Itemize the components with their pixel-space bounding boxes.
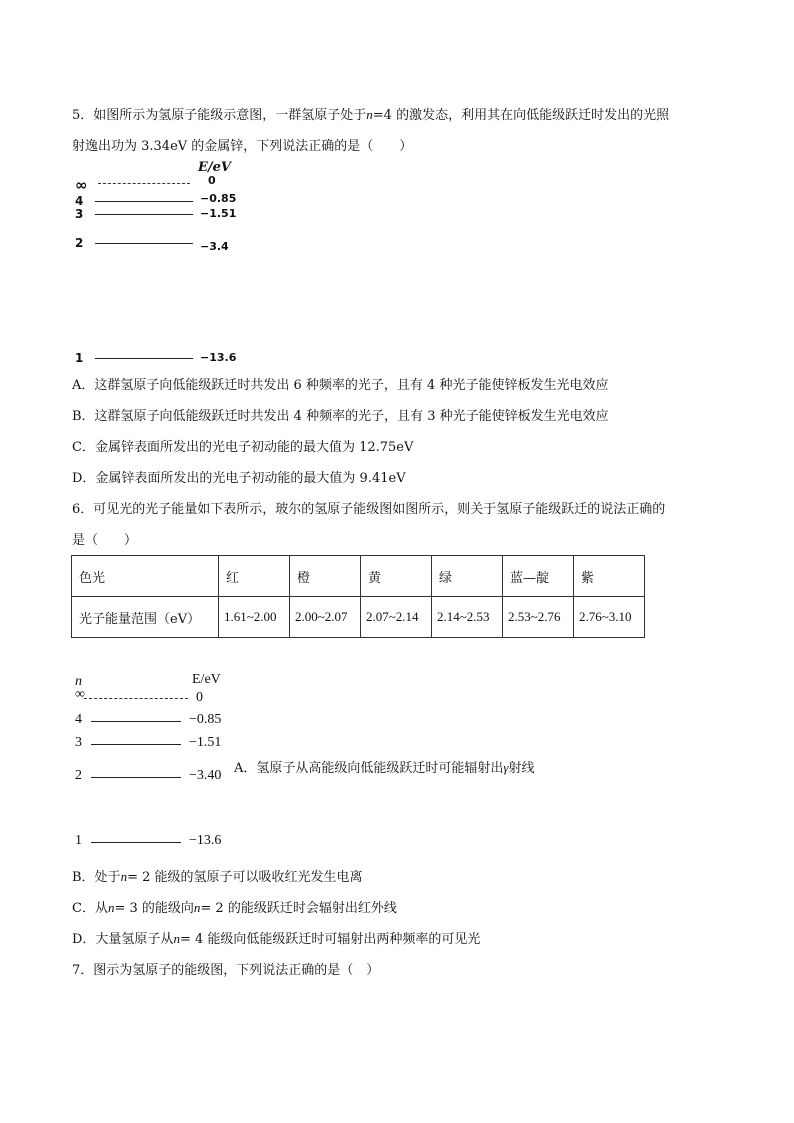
photon-energy-table [71, 555, 645, 638]
q5-energy-level-diagram [70, 160, 270, 370]
level-label-2: 2 [75, 236, 84, 250]
table-cell: 黄 [361, 556, 432, 597]
table-cell: 橙 [290, 556, 361, 597]
level-value-3: −1.51 [189, 735, 222, 750]
level-line-infinity [98, 183, 190, 184]
q6-option-d-text: D．大量氢原子从 [72, 932, 174, 947]
level-label-1: 1 [75, 833, 82, 848]
table-cell: 2.14~2.53 [432, 597, 503, 638]
energy-axis-label: E/eV [192, 672, 221, 687]
q6-option-d-text-end: = 4 能级向低能级跃迁时可辐射出两种频率的可见光 [179, 932, 481, 947]
n-symbol: n [193, 900, 201, 915]
n-symbol: n [120, 869, 128, 884]
level-line-2 [91, 777, 181, 778]
level-label-3: 3 [75, 735, 82, 750]
level-line-4 [95, 201, 193, 202]
table-cell: 2.53~2.76 [503, 597, 574, 638]
q6-option-a-text: A．氢原子从高能级向低能级跃迁时可能辐射出 [234, 761, 504, 776]
level-line-3 [91, 744, 181, 745]
level-line-1 [95, 358, 193, 359]
level-value-4: −0.85 [200, 192, 237, 205]
table-cell: 1.61~2.00 [219, 597, 290, 638]
level-label-4: 4 [75, 194, 84, 208]
q5-option-c: C．金属锌表面所发出的光电子初动能的最大值为 12.75eV [72, 440, 414, 455]
q6-stem-line2: 是（ ） [72, 533, 138, 548]
table-header-row [72, 556, 645, 597]
level-value-3: −1.51 [200, 207, 237, 220]
q6-option-b-text: B．处于 [72, 870, 121, 885]
q5-stem-text-b: =4 的激发态，利用其在向低能级跃迁时发出的光照 [372, 108, 670, 123]
q5-stem-text-a: 5．如图所示为氢原子能级示意图，一群氢原子处于 [72, 108, 367, 123]
level-label-2: 2 [75, 768, 82, 783]
table-cell: 2.00~2.07 [290, 597, 361, 638]
table-cell: 紫 [574, 556, 645, 597]
q5-stem-line1 [72, 104, 669, 123]
level-label-3: 3 [75, 207, 84, 221]
q6-option-d [72, 928, 480, 947]
q6-option-a [234, 757, 535, 776]
table-cell: 色光 [72, 556, 219, 597]
level-line-1 [91, 842, 181, 843]
n-symbol: n [107, 900, 115, 915]
table-cell: 绿 [432, 556, 503, 597]
table-row [72, 597, 645, 638]
q6-option-c-text-mid: = 3 的能级向 [114, 901, 194, 916]
q6-stem-line1: 6．可见光的光子能量如下表所示，玻尔的氢原子能级图如图所示，则关于氢原子能级跃迁的说法正确的 [72, 502, 666, 517]
table-cell: 红 [219, 556, 290, 597]
level-value-1: −13.6 [200, 351, 237, 364]
level-value-infinity: 0 [196, 690, 203, 705]
n-symbol: n [173, 931, 180, 946]
n-axis-label: n [75, 674, 82, 689]
energy-axis-label: E/eV [198, 160, 232, 175]
q6-option-c-text-end: = 2 的能级跃迁时会辐射出红外线 [200, 901, 397, 916]
q5-stem-n: n [366, 107, 373, 122]
q6-option-c [72, 897, 397, 916]
level-value-infinity: 0 [208, 174, 216, 187]
q6-option-b-text-end: = 2 能级的氢原子可以吸收红光发生电离 [127, 870, 363, 885]
q6-option-c-text: C．从 [72, 901, 108, 916]
level-value-2: −3.4 [200, 240, 229, 253]
table-cell: 光子能量范围（eV） [72, 597, 219, 638]
table-cell: 2.07~2.14 [361, 597, 432, 638]
q5-stem-line2: 射逸出功为 3.34eV 的金属锌，下列说法正确的是（ ） [72, 139, 413, 154]
q5-option-d: D．金属锌表面所发出的光电子初动能的最大值为 9.41eV [72, 471, 406, 486]
q7-stem-line1: 7．图示为氢原子的能级图，下列说法正确的是（ ） [72, 963, 380, 978]
level-value-2: −3.40 [189, 768, 222, 783]
level-line-infinity [84, 698, 188, 699]
q5-option-b: B．这群氢原子向低能级跃迁时共发出 4 种频率的光子，且有 3 种光子能使锌板发生光电效应 [72, 409, 609, 424]
level-line-3 [95, 214, 193, 215]
gamma-symbol: γ [503, 760, 509, 775]
level-label-1: 1 [75, 351, 84, 365]
q6-option-b [72, 866, 363, 885]
level-line-4 [91, 721, 181, 722]
level-value-1: −13.6 [189, 833, 222, 848]
q6-option-a-text-end: 射线 [508, 761, 535, 776]
level-value-4: −0.85 [189, 712, 222, 727]
table-cell: 蓝—靛 [503, 556, 574, 597]
table-cell: 2.76~3.10 [574, 597, 645, 638]
level-label-infinity: ∞ [75, 687, 85, 702]
level-label-4: 4 [75, 712, 82, 727]
q5-option-a: A．这群氢原子向低能级跃迁时共发出 6 种频率的光子，且有 4 种光子能使锌板发生光电效应 [72, 378, 609, 393]
level-line-2 [95, 243, 193, 244]
level-label-infinity: ∞ [75, 176, 88, 194]
